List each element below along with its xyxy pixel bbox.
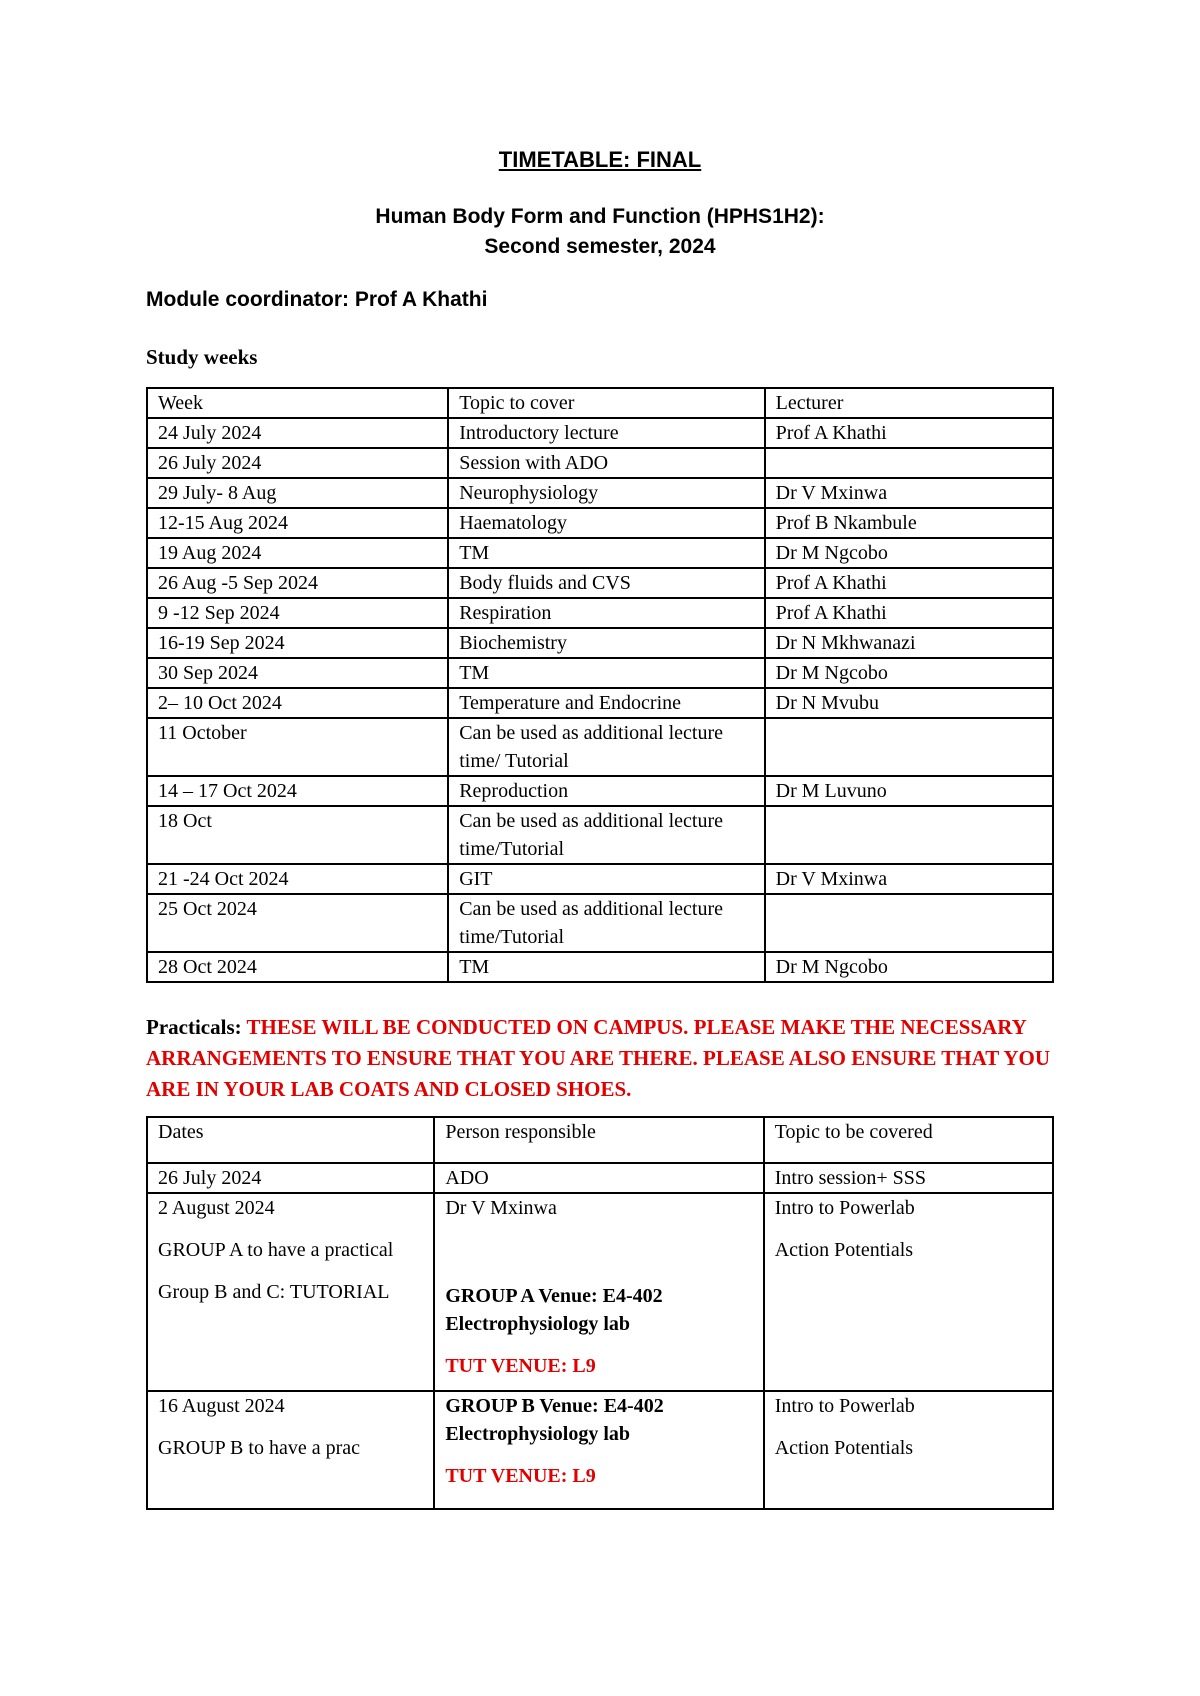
study-weeks-heading: Study weeks (146, 345, 258, 369)
venue-text: GROUP B Venue: E4-402 Electrophysiology lab (445, 1395, 664, 1445)
module-coordinator: Module coordinator: Prof A Khathi (146, 288, 488, 311)
topic-cell: Can be used as additional lecture time/ Tutorial (448, 718, 764, 776)
topic-cell: Body fluids and CVS (448, 568, 764, 598)
study-header-row (147, 388, 1053, 418)
practicals-notice (146, 1012, 1066, 1105)
header-cell: Person responsible (434, 1117, 763, 1163)
table-row (147, 1163, 1053, 1193)
group-note: GROUP A to have a practical (158, 1239, 394, 1261)
venue-text: GROUP A Venue: E4-402 Electrophysiology lab (445, 1285, 663, 1335)
topic-cell: GIT (448, 864, 764, 894)
header-cell: Topic to be covered (764, 1117, 1053, 1163)
week-cell: 14 – 17 Oct 2024 (147, 776, 448, 806)
practicals-label: Practicals: (146, 1015, 242, 1039)
table-row (147, 478, 1053, 508)
week-cell: 11 October (147, 718, 448, 776)
date-text: 2 August 2024 (158, 1197, 275, 1219)
date-cell (147, 1391, 434, 1509)
tut-venue-text: TUT VENUE: L9 (445, 1355, 596, 1377)
group-note: GROUP B to have a prac (158, 1437, 360, 1459)
header-cell: Dates (147, 1117, 434, 1163)
header-cell: Topic to cover (448, 388, 764, 418)
practicals-warning: THESE WILL BE CONDUCTED ON CAMPUS. PLEASE MAKE THE NECESSARY ARRANGEMENTS TO ENSURE THAT YOU ARE THERE. PLEASE ALSO ENSURE THAT YOU ARE IN YOUR LAB COATS AND CLOSED SHOES. (146, 1015, 1051, 1101)
topic-text: Action Potentials (774, 1239, 914, 1261)
table-row (147, 776, 1053, 806)
table-row (147, 806, 1053, 864)
topic-cell: Temperature and Endocrine (448, 688, 764, 718)
lecturer-cell: Prof B Nkambule (765, 508, 1053, 538)
topic-cell: TM (448, 538, 764, 568)
lecturer-cell: Dr M Ngcobo (765, 538, 1053, 568)
practicals-table (146, 1116, 1054, 1510)
lecturer-cell: Prof A Khathi (765, 598, 1053, 628)
lecturer-cell (765, 448, 1053, 478)
header-cell: Week (147, 388, 448, 418)
week-cell: 26 Aug -5 Sep 2024 (147, 568, 448, 598)
document-title: TIMETABLE: FINAL (498, 147, 702, 172)
topic-cell: Respiration (448, 598, 764, 628)
person-cell (434, 1193, 763, 1391)
topic-cell: Session with ADO (448, 448, 764, 478)
topic-cell: Biochemistry (448, 628, 764, 658)
table-row (147, 1391, 1053, 1509)
table-row (147, 448, 1053, 478)
table-row (147, 864, 1053, 894)
table-row (147, 628, 1053, 658)
week-cell: 21 -24 Oct 2024 (147, 864, 448, 894)
lecturer-cell: Dr M Ngcobo (765, 658, 1053, 688)
lecturer-cell: Dr M Ngcobo (765, 952, 1053, 982)
table-row (147, 568, 1053, 598)
week-cell: 16-19 Sep 2024 (147, 628, 448, 658)
lecturer-cell: Prof A Khathi (765, 568, 1053, 598)
table-row (147, 418, 1053, 448)
table-row (147, 598, 1053, 628)
lecturer-cell: Dr N Mkhwanazi (765, 628, 1053, 658)
week-cell: 30 Sep 2024 (147, 658, 448, 688)
table-row (147, 718, 1053, 776)
topic-cell (764, 1193, 1053, 1391)
week-cell: 29 July- 8 Aug (147, 478, 448, 508)
lecturer-cell: Prof A Khathi (765, 418, 1053, 448)
topic-text: Action Potentials (774, 1437, 914, 1459)
topic-cell: Introductory lecture (448, 418, 764, 448)
topic-cell: TM (448, 952, 764, 982)
topic-cell: Reproduction (448, 776, 764, 806)
topic-text: Intro to Powerlab (774, 1197, 915, 1219)
table-row (147, 688, 1053, 718)
topic-cell: Intro session+ SSS (764, 1163, 1053, 1193)
lecturer-cell: Dr V Mxinwa (765, 864, 1053, 894)
week-cell: 18 Oct (147, 806, 448, 864)
table-row (147, 894, 1053, 952)
week-cell: 24 July 2024 (147, 418, 448, 448)
topic-cell: Can be used as additional lecture time/Tutorial (448, 806, 764, 864)
table-row (147, 1193, 1053, 1391)
lecturer-cell: Dr N Mvubu (765, 688, 1053, 718)
table-row (147, 658, 1053, 688)
module-name: Human Body Form and Function (HPHS1H2): (375, 205, 825, 228)
week-cell: 26 July 2024 (147, 448, 448, 478)
week-cell: 2– 10 Oct 2024 (147, 688, 448, 718)
person-text: Dr V Mxinwa (445, 1197, 557, 1219)
week-cell: 28 Oct 2024 (147, 952, 448, 982)
lecturer-cell (765, 806, 1053, 864)
table-row (147, 508, 1053, 538)
week-cell: 9 -12 Sep 2024 (147, 598, 448, 628)
table-row (147, 538, 1053, 568)
study-weeks-table (146, 387, 1054, 983)
topic-cell: Neurophysiology (448, 478, 764, 508)
lecturer-cell (765, 718, 1053, 776)
group-note: Group B and C: TUTORIAL (158, 1281, 390, 1303)
topic-cell (764, 1391, 1053, 1509)
person-cell (434, 1391, 763, 1509)
lecturer-cell: Dr V Mxinwa (765, 478, 1053, 508)
topic-cell: TM (448, 658, 764, 688)
topic-cell: Can be used as additional lecture time/Tutorial (448, 894, 764, 952)
practicals-header-row (147, 1117, 1053, 1163)
week-cell: 12-15 Aug 2024 (147, 508, 448, 538)
lecturer-cell: Dr M Luvuno (765, 776, 1053, 806)
date-cell (147, 1193, 434, 1391)
week-cell: 25 Oct 2024 (147, 894, 448, 952)
date-cell: 26 July 2024 (147, 1163, 434, 1193)
semester: Second semester, 2024 (484, 235, 716, 258)
tut-venue-text: TUT VENUE: L9 (445, 1465, 596, 1487)
header-cell: Lecturer (765, 388, 1053, 418)
week-cell: 19 Aug 2024 (147, 538, 448, 568)
lecturer-cell (765, 894, 1053, 952)
topic-cell: Haematology (448, 508, 764, 538)
date-text: 16 August 2024 (158, 1395, 285, 1417)
person-cell: ADO (434, 1163, 763, 1193)
table-row (147, 952, 1053, 982)
topic-text: Intro to Powerlab (774, 1395, 915, 1417)
